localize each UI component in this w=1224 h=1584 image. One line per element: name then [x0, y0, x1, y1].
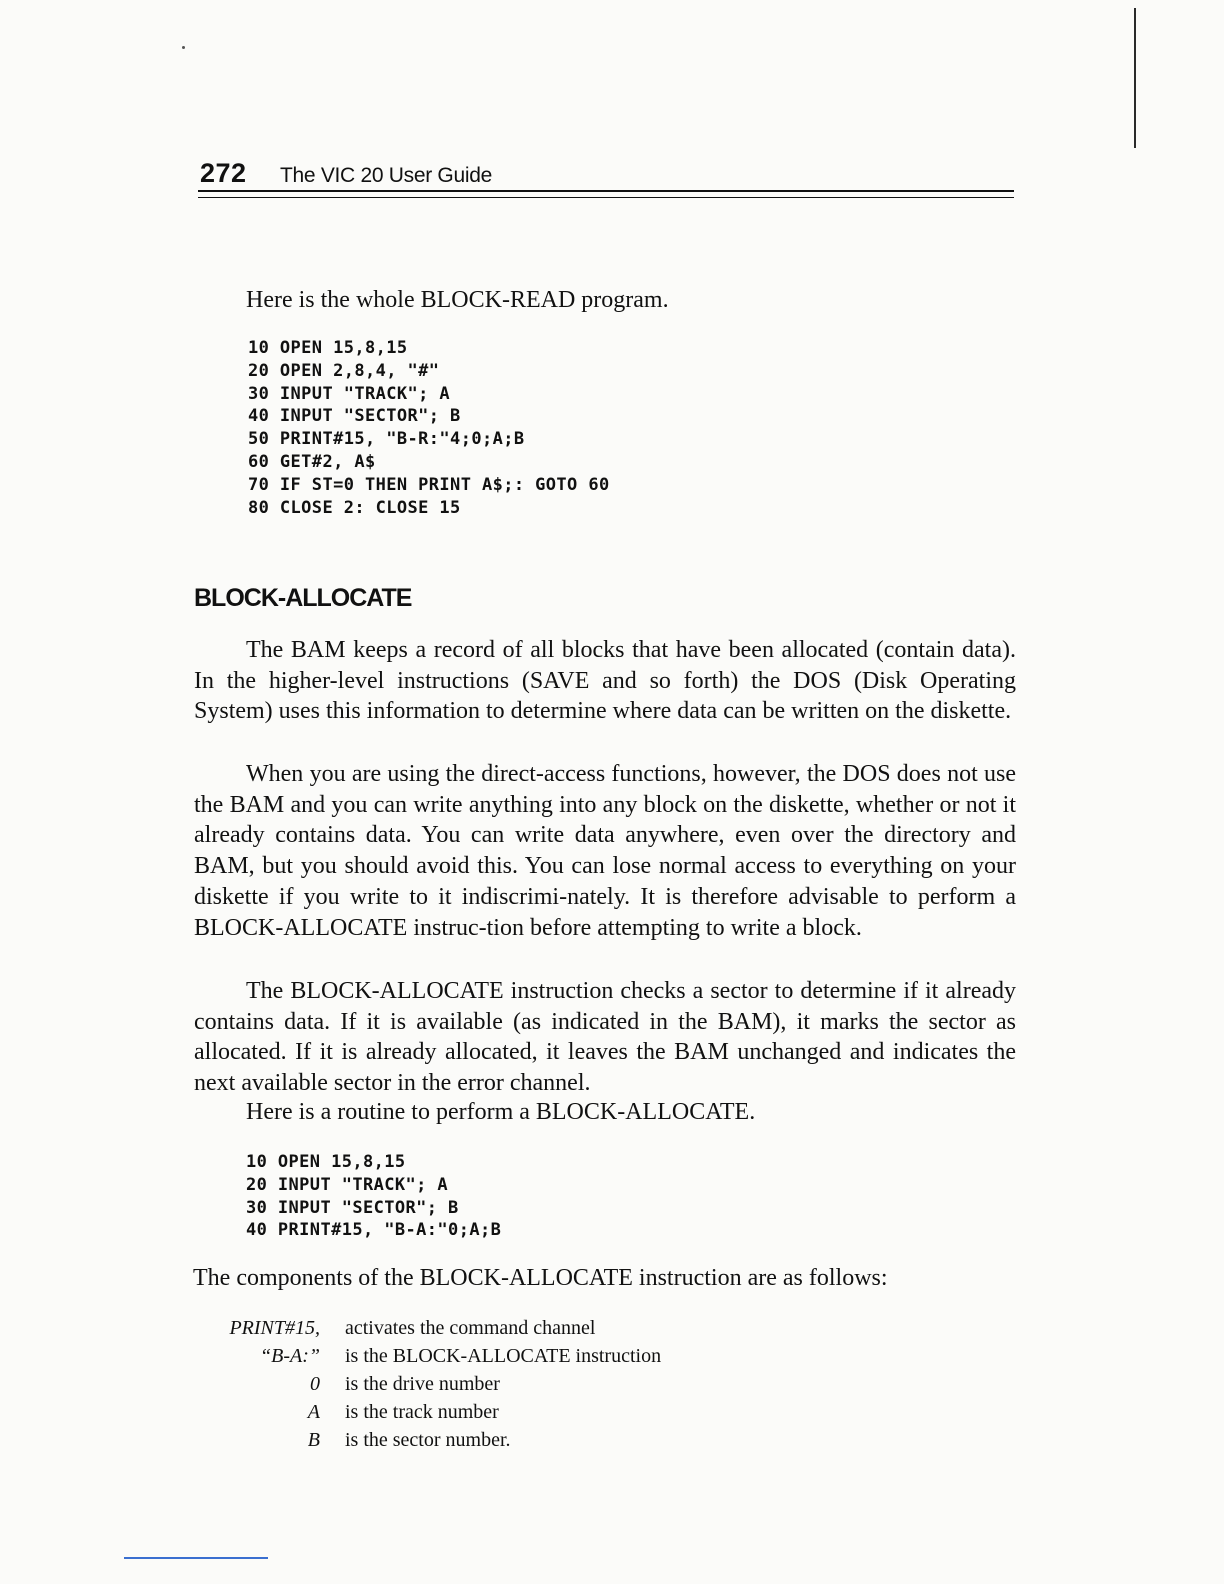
component-term: PRINT#15,: [229, 1317, 320, 1339]
component-term: A: [307, 1401, 320, 1423]
code-line: 10 OPEN 15,8,15: [246, 1152, 406, 1172]
list-item: [200, 1398, 800, 1426]
component-desc: is the track number: [345, 1401, 499, 1423]
list-item: [200, 1426, 800, 1454]
paragraph-routine-intro: Here is a routine to perform a BLOCK-ALLOCATE.: [246, 1099, 756, 1125]
component-desc: is the drive number: [345, 1373, 500, 1395]
code-line: 60 GET#2, A$: [248, 451, 376, 472]
components-list: [200, 1314, 800, 1454]
scan-edge-link: [124, 1557, 268, 1559]
block-read-program: [248, 337, 610, 519]
scan-speck: [182, 46, 185, 49]
component-desc: activates the command channel: [345, 1317, 596, 1339]
component-term: “B-A:”: [260, 1345, 320, 1367]
code-line: 10 OPEN 15,8,15: [248, 338, 408, 358]
list-item: [200, 1314, 800, 1342]
code-line: 30 INPUT "TRACK"; A: [248, 383, 451, 404]
header-rule-thin: [198, 197, 1014, 198]
section-heading: BLOCK-ALLOCATE: [194, 584, 412, 612]
paragraph-direct-access: When you are using the direct-access functions, however, the DOS does not use the BAM and you can write anything into any block on the diskette, whether or not it already contains data. You can write data anywhere, even over the directory and BAM, but you should avoid this. You can lose normal access to everything on your diskette if you write to it indiscrimi-nately. It is therefore advisable to perform a BLOCK-ALLOCATE instruc-tion before attempting to write a block.: [194, 761, 1016, 941]
list-item: [200, 1370, 800, 1398]
intro-line: Here is the whole BLOCK-READ program.: [246, 287, 669, 313]
code-line: 20 INPUT "TRACK"; A: [246, 1174, 449, 1195]
header-rule: [198, 190, 1014, 192]
component-term: 0: [310, 1373, 320, 1395]
page-header: [198, 152, 1014, 202]
component-desc: is the sector number.: [345, 1429, 511, 1451]
code-line: 30 INPUT "SECTOR"; B: [246, 1197, 459, 1218]
running-title: The VIC 20 User Guide: [280, 164, 492, 187]
page-number: 272: [200, 158, 247, 188]
component-desc: is the BLOCK-ALLOCATE instruction: [345, 1345, 662, 1367]
scan-edge-rule: [1134, 8, 1136, 148]
code-line: 80 CLOSE 2: CLOSE 15: [248, 497, 461, 518]
paragraph-block-allocate: The BLOCK-ALLOCATE instruction checks a sector to determine if it already contains data. If it is available (as indicated in the BAM), it marks the sector as allocated. If it is already allocated, it leaves the BAM unchanged and indicates the next available sector in the error channel.: [194, 978, 1016, 1097]
block-allocate-program: [246, 1151, 501, 1242]
list-item: [200, 1342, 800, 1370]
code-line: 20 OPEN 2,8,4, "#": [248, 360, 440, 381]
components-intro: The components of the BLOCK-ALLOCATE instruction are as follows:: [193, 1265, 888, 1291]
paragraph-bam: The BAM keeps a record of all blocks that have been allocated (contain data). In the higher-level instructions (SAVE and so forth) the DOS (Disk Operating System) uses this information to determine where data can be written on the diskette.: [194, 637, 1016, 725]
code-line: 70 IF ST=0 THEN PRINT A$;: GOTO 60: [248, 474, 610, 495]
code-line: 40 INPUT "SECTOR"; B: [248, 406, 461, 427]
component-term: B: [307, 1429, 320, 1451]
code-line: 40 PRINT#15, "B-A:"0;A;B: [246, 1220, 502, 1241]
code-line: 50 PRINT#15, "B-R:"4;0;A;B: [248, 429, 525, 450]
